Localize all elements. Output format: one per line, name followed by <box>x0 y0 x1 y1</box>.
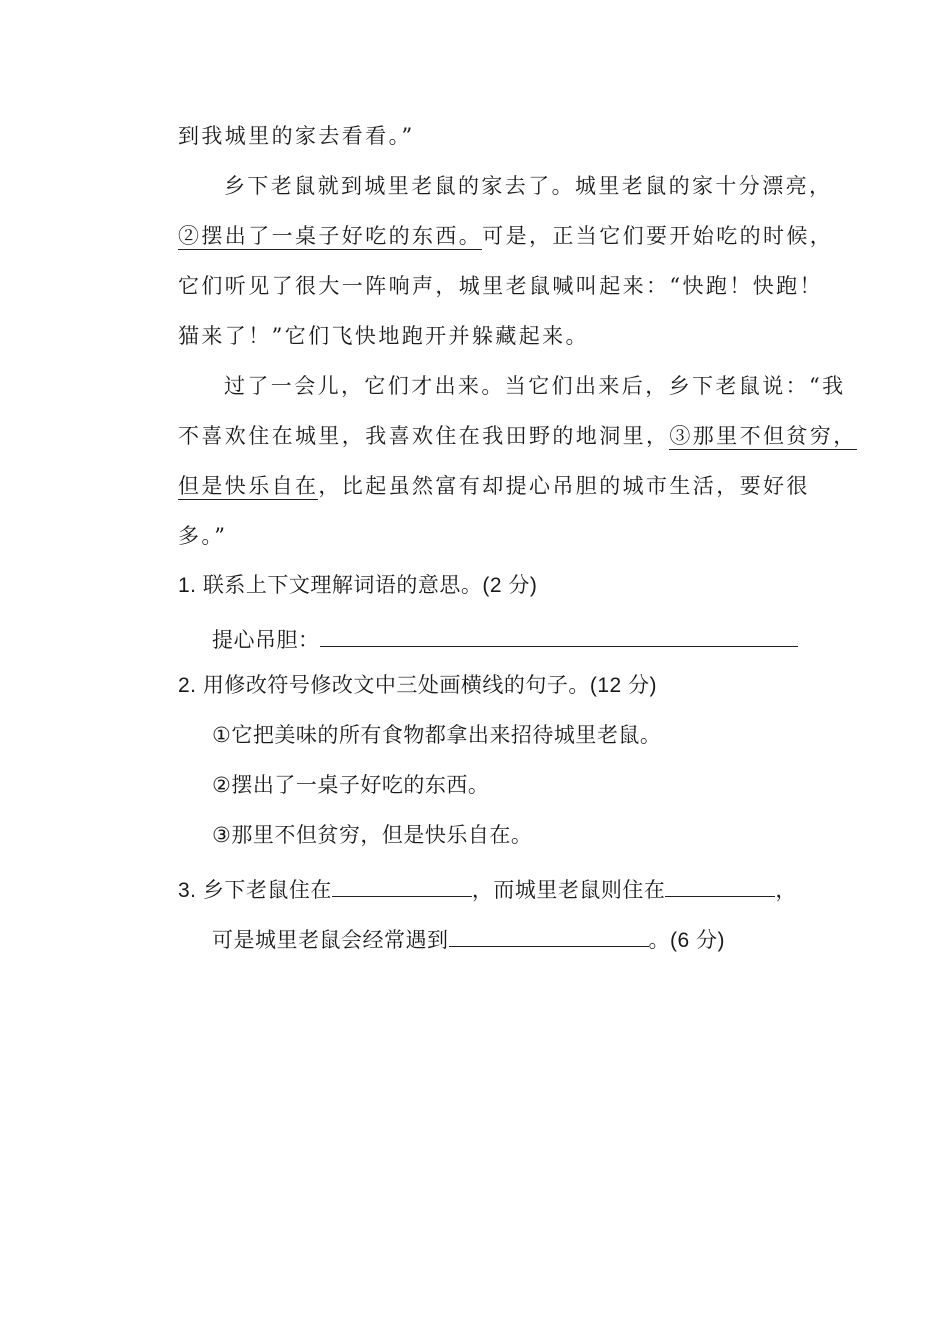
passage-line: 它们听见了很大一阵响声，城里老鼠喊叫起来：“快跑！快跑！ <box>178 274 823 298</box>
question-text: 。(6 分) <box>648 929 725 952</box>
passage-text: 可是，正当它们要开始吃的时候， <box>482 224 834 248</box>
sentence-item: ①它把美味的所有食物都拿出来招待城里老鼠。 <box>212 724 662 747</box>
underlined-sentence-2: ②摆出了一桌子好吃的东西。 <box>178 224 483 248</box>
sentence-item: ③那里不但贫穷，但是快乐自在。 <box>212 824 533 847</box>
passage-text: ，比起虽然富有却提心吊胆的城市生活，要好很 <box>318 474 810 498</box>
question-text: ，而城里老鼠则住在 <box>471 879 666 902</box>
question-text: 可是城里老鼠会经常遇到 <box>212 929 449 952</box>
passage-text: 不喜欢住在城里，我喜欢住在我田野的地洞里， <box>178 424 670 448</box>
answer-blank[interactable] <box>665 872 775 897</box>
passage-line: 猫来了！”它们飞快地跑开并躲藏起来。 <box>178 324 589 348</box>
answer-blank[interactable] <box>320 622 798 647</box>
question-number: 2. <box>178 674 197 697</box>
sentence-item: ②摆出了一桌子好吃的东西。 <box>212 774 490 797</box>
passage-line: 到我城里的家去看看。” <box>178 124 415 148</box>
question-text: 乡下老鼠住在 <box>202 879 332 902</box>
passage-line: 乡下老鼠就到城里老鼠的家去了。城里老鼠的家十分漂亮， <box>224 174 833 198</box>
question-text: 用修改符号修改文中三处画横线的句子。(12 分) <box>202 674 658 697</box>
question-text: ， <box>775 879 797 902</box>
underlined-sentence-3a: ③那里不但贫穷， <box>669 424 857 448</box>
answer-blank[interactable] <box>332 872 472 897</box>
answer-blank[interactable] <box>449 922 649 947</box>
passage-line <box>178 422 857 450</box>
answer-label: 提心吊胆： <box>212 629 320 652</box>
question-number: 1. <box>178 574 197 597</box>
question-text: 联系上下文理解词语的意思。(2 分) <box>202 574 538 597</box>
passage-line: 过了一会儿，它们才出来。当它们出来后，乡下老鼠说：“我 <box>224 374 846 398</box>
question-number: 3. <box>178 879 197 902</box>
passage-line <box>178 222 833 250</box>
passage-line <box>178 472 810 500</box>
passage-line: 多。” <box>178 524 228 548</box>
underlined-sentence-3b: 但是快乐自在 <box>178 474 319 498</box>
